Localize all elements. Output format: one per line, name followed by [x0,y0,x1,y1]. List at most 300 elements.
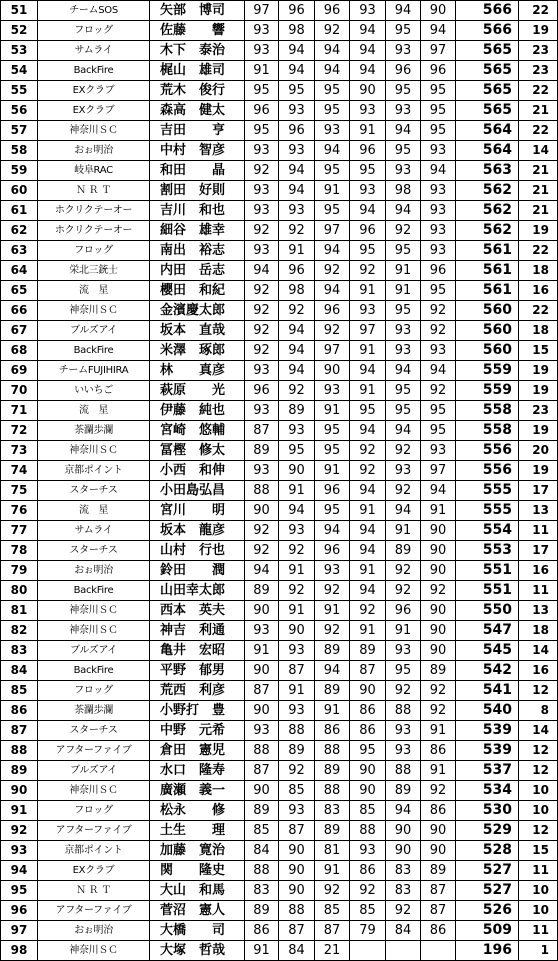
total-cell: 509 [456,921,519,941]
score-cell-5: 93 [386,321,421,341]
score-cell-1: 92 [245,521,279,541]
x-count-cell: 21 [519,201,558,221]
rank-cell: 51 [1,1,38,21]
score-cell-2: 94 [279,181,315,201]
score-cell-1: 90 [245,601,279,621]
score-cell-6: 92 [421,701,456,721]
x-count-cell: 19 [519,381,558,401]
name-cell: 割田 好則 [150,181,245,201]
score-cell-3: 88 [315,741,350,761]
name-cell: 細谷 雄幸 [150,221,245,241]
team-cell: チームFUJIHIRA [38,361,150,381]
name-cell: 小西 和伸 [150,461,245,481]
table-row [1,901,558,921]
score-cell-6 [421,941,456,961]
score-cell-4: 91 [350,501,386,521]
table-row [1,481,558,501]
score-cell-6: 95 [421,421,456,441]
score-cell-4: 91 [350,341,386,361]
score-cell-5: 95 [386,401,421,421]
name-cell: 亀井 宏昭 [150,641,245,661]
rank-cell: 53 [1,41,38,61]
score-cell-2: 91 [279,601,315,621]
score-cell-2: 98 [279,281,315,301]
score-cell-6: 90 [421,821,456,841]
name-cell: 山村 行也 [150,541,245,561]
table-row [1,281,558,301]
score-cell-2: 94 [279,321,315,341]
x-count-cell: 14 [519,141,558,161]
team-cell: BackFire [38,581,150,601]
score-cell-6: 90 [421,521,456,541]
name-cell: 加藤 寛治 [150,841,245,861]
score-cell-2: 92 [279,301,315,321]
score-cell-1: 89 [245,441,279,461]
score-cell-5: 96 [386,601,421,621]
team-cell: 神奈川ＳＣ [38,941,150,961]
name-cell: 櫻田 和紀 [150,281,245,301]
score-cell-2: 93 [279,701,315,721]
score-cell-4: 92 [350,261,386,281]
score-cell-1: 93 [245,401,279,421]
rank-cell: 70 [1,381,38,401]
score-cell-2: 92 [279,761,315,781]
score-cell-2: 87 [279,821,315,841]
score-cell-3: 94 [315,61,350,81]
score-cell-5: 91 [386,621,421,641]
total-cell: 545 [456,641,519,661]
x-count-cell: 23 [519,41,558,61]
score-cell-5: 91 [386,521,421,541]
x-count-cell: 22 [519,301,558,321]
team-cell: 神奈川ＳＣ [38,121,150,141]
name-cell: 冨樫 修太 [150,441,245,461]
table-row [1,21,558,41]
total-cell: 562 [456,221,519,241]
score-cell-1: 91 [245,641,279,661]
name-cell: 西本 英夫 [150,601,245,621]
score-cell-4: 94 [350,481,386,501]
team-cell: アフターファイブ [38,821,150,841]
rank-cell: 71 [1,401,38,421]
table-row [1,201,558,221]
rank-cell: 65 [1,281,38,301]
score-cell-6: 86 [421,801,456,821]
rank-cell: 77 [1,521,38,541]
score-cell-4: 95 [350,401,386,421]
x-count-cell: 11 [519,861,558,881]
score-cell-2: 94 [279,161,315,181]
score-cell-2: 91 [279,561,315,581]
score-cell-5: 93 [386,741,421,761]
score-cell-6: 93 [421,141,456,161]
total-cell: 540 [456,701,519,721]
score-cell-3: 95 [315,161,350,181]
score-cell-2: 92 [279,381,315,401]
name-cell: 鈴田 潤 [150,561,245,581]
score-cell-4: 94 [350,201,386,221]
team-cell: 流 星 [38,281,150,301]
score-cell-3: 91 [315,861,350,881]
score-cell-1: 90 [245,781,279,801]
rank-cell: 96 [1,901,38,921]
x-count-cell: 20 [519,441,558,461]
score-cell-3: 94 [315,281,350,301]
team-cell: 流 星 [38,401,150,421]
score-cell-4: 90 [350,81,386,101]
total-cell: 550 [456,601,519,621]
score-cell-2: 93 [279,421,315,441]
team-cell: アフターファイブ [38,901,150,921]
name-cell: 矢部 博司 [150,1,245,21]
score-cell-5: 89 [386,781,421,801]
x-count-cell: 11 [519,521,558,541]
score-cell-4: 94 [350,21,386,41]
x-count-cell: 11 [519,921,558,941]
team-cell: アフターファイブ [38,741,150,761]
score-cell-2: 91 [279,681,315,701]
total-cell: 565 [456,41,519,61]
score-cell-1: 87 [245,681,279,701]
score-cell-4: 91 [350,121,386,141]
score-cell-6: 87 [421,901,456,921]
table-row [1,761,558,781]
score-cell-2: 93 [279,801,315,821]
score-cell-3: 89 [315,761,350,781]
score-cell-1: 87 [245,761,279,781]
score-cell-3: 85 [315,901,350,921]
table-row [1,421,558,441]
name-cell: 米澤 琢郎 [150,341,245,361]
score-cell-1: 95 [245,121,279,141]
score-cell-5: 93 [386,41,421,61]
score-cell-2: 84 [279,941,315,961]
rank-cell: 68 [1,341,38,361]
score-cell-4: 85 [350,801,386,821]
score-cell-1: 93 [245,361,279,381]
table-row [1,61,558,81]
team-cell: 流 星 [38,501,150,521]
score-cell-3: 89 [315,681,350,701]
x-count-cell: 22 [519,121,558,141]
score-cell-1: 92 [245,161,279,181]
total-cell: 529 [456,821,519,841]
rank-cell: 54 [1,61,38,81]
score-cell-6: 89 [421,661,456,681]
x-count-cell: 10 [519,801,558,821]
score-cell-6: 92 [421,381,456,401]
x-count-cell: 12 [519,761,558,781]
team-cell: EXクラブ [38,861,150,881]
rank-cell: 74 [1,461,38,481]
rank-cell: 56 [1,101,38,121]
team-cell: フロッグ [38,681,150,701]
name-cell: 神吉 利通 [150,621,245,641]
x-count-cell: 21 [519,161,558,181]
team-cell: 岐阜RAC [38,161,150,181]
score-cell-4: 86 [350,861,386,881]
score-cell-3: 94 [315,41,350,61]
score-cell-1: 95 [245,81,279,101]
rank-cell: 82 [1,621,38,641]
score-cell-6: 94 [421,481,456,501]
score-cell-4: 95 [350,241,386,261]
score-cell-6: 95 [421,401,456,421]
name-cell: 荒木 俊行 [150,81,245,101]
score-cell-6: 93 [421,221,456,241]
x-count-cell: 12 [519,681,558,701]
team-cell: サムライ [38,41,150,61]
total-cell: 560 [456,341,519,361]
team-cell: 栄北三銃士 [38,261,150,281]
team-cell: ブルズアイ [38,641,150,661]
score-cell-5: 95 [386,141,421,161]
table-row [1,41,558,61]
score-cell-4 [350,941,386,961]
rank-cell: 58 [1,141,38,161]
score-cell-3: 91 [315,401,350,421]
score-cell-5: 95 [386,241,421,261]
score-cell-3: 95 [315,501,350,521]
team-cell: EXクラブ [38,81,150,101]
score-cell-3: 83 [315,801,350,821]
score-cell-4: 86 [350,721,386,741]
x-count-cell: 19 [519,421,558,441]
table-row [1,141,558,161]
total-cell: 560 [456,301,519,321]
score-cell-5: 94 [386,1,421,21]
score-cell-6: 95 [421,101,456,121]
score-cell-6: 90 [421,561,456,581]
score-cell-1: 89 [245,801,279,821]
score-cell-3: 88 [315,781,350,801]
total-cell: 566 [456,1,519,21]
name-cell: 菅沼 憲人 [150,901,245,921]
table-row [1,641,558,661]
score-cell-1: 91 [245,941,279,961]
team-cell: フロッグ [38,801,150,821]
score-cell-5: 89 [386,541,421,561]
score-cell-6: 93 [421,201,456,221]
score-cell-1: 90 [245,661,279,681]
score-cell-5: 92 [386,221,421,241]
team-cell: 神奈川ＳＣ [38,781,150,801]
score-cell-6: 92 [421,321,456,341]
team-cell: スターチス [38,541,150,561]
table-row [1,741,558,761]
total-cell: 528 [456,841,519,861]
rank-cell: 63 [1,241,38,261]
score-cell-4: 90 [350,781,386,801]
x-count-cell: 16 [519,561,558,581]
score-cell-4: 93 [350,101,386,121]
table-row [1,941,558,961]
score-cell-2: 90 [279,621,315,641]
score-cell-5: 88 [386,701,421,721]
total-cell: 558 [456,401,519,421]
score-cell-4: 91 [350,381,386,401]
name-cell: 坂本 龍彦 [150,521,245,541]
score-cell-4: 95 [350,741,386,761]
rank-cell: 76 [1,501,38,521]
score-cell-2: 87 [279,921,315,941]
table-row [1,701,558,721]
score-cell-4: 93 [350,181,386,201]
team-cell: おぉ明治 [38,141,150,161]
score-cell-2: 88 [279,721,315,741]
total-cell: 551 [456,561,519,581]
rank-cell: 83 [1,641,38,661]
total-cell: 537 [456,761,519,781]
x-count-cell: 22 [519,1,558,21]
total-cell: 561 [456,281,519,301]
score-cell-4: 93 [350,301,386,321]
score-cell-1: 89 [245,581,279,601]
score-cell-4: 94 [350,521,386,541]
rank-cell: 81 [1,601,38,621]
table-row [1,101,558,121]
score-cell-2: 90 [279,841,315,861]
team-cell: チームSOS [38,1,150,21]
name-cell: 大塚 哲哉 [150,941,245,961]
total-cell: 565 [456,101,519,121]
total-cell: 530 [456,801,519,821]
table-row [1,581,558,601]
score-cell-5: 95 [386,81,421,101]
total-cell: 541 [456,681,519,701]
score-cell-2: 96 [279,1,315,21]
score-cell-6: 93 [421,341,456,361]
score-cell-4: 89 [350,641,386,661]
total-cell: 566 [456,21,519,41]
team-cell: サムライ [38,521,150,541]
rank-cell: 72 [1,421,38,441]
team-cell: ホクリクテーオー [38,201,150,221]
total-cell: 196 [456,941,519,961]
total-cell: 564 [456,121,519,141]
x-count-cell: 22 [519,241,558,261]
score-cell-2: 89 [279,741,315,761]
score-cell-3: 95 [315,101,350,121]
score-cell-2: 95 [279,441,315,461]
total-cell: 527 [456,881,519,901]
score-cell-5: 92 [386,681,421,701]
score-cell-1: 93 [245,141,279,161]
table-row [1,841,558,861]
rank-cell: 80 [1,581,38,601]
score-cell-5: 95 [386,301,421,321]
score-cell-2: 90 [279,861,315,881]
name-cell: 大橋 司 [150,921,245,941]
team-cell: 京都ポイント [38,461,150,481]
score-cell-1: 93 [245,241,279,261]
score-cell-5: 92 [386,441,421,461]
rank-cell: 90 [1,781,38,801]
score-cell-2: 98 [279,21,315,41]
score-cell-5: 94 [386,121,421,141]
x-count-cell: 21 [519,181,558,201]
x-count-cell: 11 [519,581,558,601]
score-cell-3: 96 [315,541,350,561]
rank-cell: 91 [1,801,38,821]
score-cell-4: 94 [350,361,386,381]
rank-cell: 89 [1,761,38,781]
team-cell: おぉ明治 [38,921,150,941]
rank-cell: 79 [1,561,38,581]
score-cell-5: 91 [386,261,421,281]
score-cell-5: 93 [386,461,421,481]
table-row [1,521,558,541]
score-cell-5: 92 [386,581,421,601]
x-count-cell: 15 [519,841,558,861]
score-cell-3: 92 [315,321,350,341]
rank-cell: 85 [1,681,38,701]
name-cell: 水口 隆寿 [150,761,245,781]
table-row [1,321,558,341]
rank-cell: 57 [1,121,38,141]
score-cell-4: 90 [350,761,386,781]
score-cell-1: 92 [245,341,279,361]
score-cell-1: 89 [245,901,279,921]
x-count-cell: 14 [519,641,558,661]
score-cell-4: 79 [350,921,386,941]
score-cell-2: 92 [279,221,315,241]
score-cell-6: 93 [421,241,456,261]
score-cell-5: 94 [386,361,421,381]
name-cell: 佐藤 響 [150,21,245,41]
x-count-cell: 18 [519,321,558,341]
score-cell-4: 94 [350,41,386,61]
score-cell-1: 92 [245,301,279,321]
score-cell-5: 88 [386,761,421,781]
score-cell-5: 95 [386,661,421,681]
score-cell-4: 94 [350,61,386,81]
rank-cell: 95 [1,881,38,901]
score-cell-3: 90 [315,361,350,381]
score-cell-5: 94 [386,421,421,441]
table-row [1,401,558,421]
name-cell: 倉田 憲児 [150,741,245,761]
score-cell-4: 90 [350,681,386,701]
score-cell-5 [386,941,421,961]
score-cell-1: 85 [245,821,279,841]
score-cell-1: 92 [245,221,279,241]
rank-cell: 97 [1,921,38,941]
total-cell: 553 [456,541,519,561]
x-count-cell: 14 [519,721,558,741]
score-cell-5: 90 [386,841,421,861]
name-cell: 宮崎 悠輔 [150,421,245,441]
score-cell-6: 91 [421,721,456,741]
score-cell-6: 93 [421,181,456,201]
table-row [1,781,558,801]
team-cell: スターチス [38,481,150,501]
total-cell: 559 [456,361,519,381]
name-cell: 廣瀬 義一 [150,781,245,801]
rank-cell: 86 [1,701,38,721]
score-cell-6: 92 [421,681,456,701]
score-cell-4: 88 [350,821,386,841]
score-cell-6: 91 [421,761,456,781]
score-cell-4: 97 [350,321,386,341]
team-cell: ブルズアイ [38,761,150,781]
name-cell: 関 隆史 [150,861,245,881]
score-cell-3: 93 [315,381,350,401]
name-cell: 森高 健太 [150,101,245,121]
score-cell-2: 94 [279,501,315,521]
rank-cell: 93 [1,841,38,861]
total-cell: 561 [456,241,519,261]
